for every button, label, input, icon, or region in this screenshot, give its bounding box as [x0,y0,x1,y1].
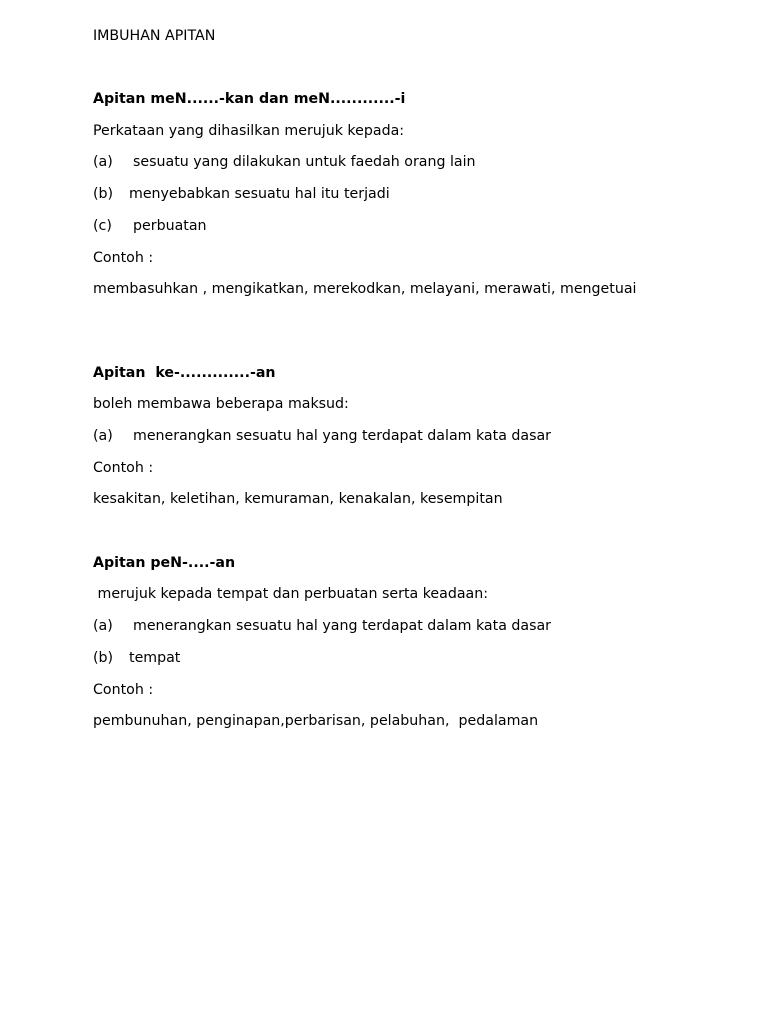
list-item-text: perbuatan [133,218,207,234]
list-item [93,216,207,236]
list-item [93,152,476,172]
section-heading: Apitan meN......-kan dan meN............-i [93,91,406,107]
section-heading: Apitan peN-....-an [93,555,236,571]
list-item [93,184,390,204]
list-item [93,648,180,668]
list-marker: (b) [93,186,114,202]
example-label: Contoh : [93,460,154,476]
example-words: membasuhkan , mengikatkan, merekodkan, melayani, merawati, mengetuai [93,281,637,297]
document-page [93,0,683,1024]
example-label: Contoh : [93,682,154,698]
list-item-text: menyebabkan sesuatu hal itu terjadi [129,186,390,202]
list-item-text: menerangkan sesuatu hal yang terdapat dalam kata dasar [133,428,552,444]
list-marker: (b) [93,650,114,666]
list-item [93,426,551,446]
section-intro: Perkataan yang dihasilkan merujuk kepada: [93,123,405,139]
section-heading: Apitan ke-.............-an [93,365,276,381]
list-marker: (a) [93,428,113,444]
list-item-text: tempat [129,650,181,666]
section-intro: boleh membawa beberapa maksud: [93,396,349,412]
example-label: Contoh : [93,250,154,266]
list-item [93,616,551,636]
example-words: kesakitan, keletihan, kemuraman, kenakalan, kesempitan [93,491,503,507]
list-marker: (a) [93,154,113,170]
list-marker: (c) [93,218,112,234]
section-intro: merujuk kepada tempat dan perbuatan serta keadaan: [93,586,489,602]
list-marker: (a) [93,618,113,634]
list-item-text: menerangkan sesuatu hal yang terdapat dalam kata dasar [133,618,552,634]
example-words: pembunuhan, penginapan,perbarisan, pelabuhan, pedalaman [93,713,539,729]
document-title: IMBUHAN APITAN [93,28,216,44]
list-item-text: sesuatu yang dilakukan untuk faedah orang lain [133,154,476,170]
